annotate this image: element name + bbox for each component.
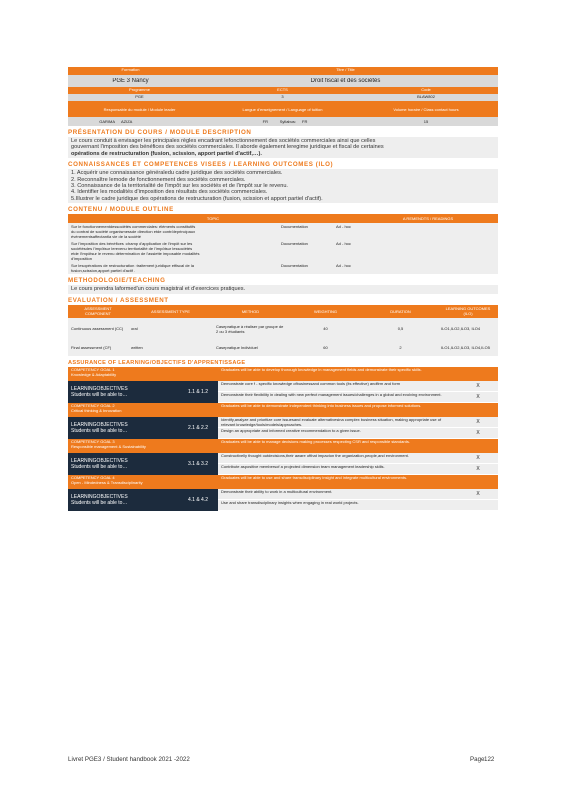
programme-value: PGE xyxy=(135,94,144,99)
eval-ilo: ILO1,ILO2,ILO3, ILO4,ILO5 xyxy=(441,345,490,351)
competency-goal-subtitle: Responsible management & Sustainability xyxy=(71,443,146,449)
learning-objective-text: Contribute aspositive membersof a projected dimension team management leadership skills. xyxy=(221,463,385,469)
learning-objective-text: Design an appropriate and informed creative recommendation to a given issue. xyxy=(221,427,361,433)
competency-goal-title: COMPETENCY GOAL 3 xyxy=(71,438,115,444)
competency-goal-subtitle: Knowledge & Adaptability xyxy=(71,371,117,377)
learning-objective-items xyxy=(218,417,498,439)
learning-objectives-row xyxy=(68,417,498,439)
contenu-adhoc: Ad - hoc xyxy=(336,263,351,269)
learning-objective-mark: X xyxy=(476,418,480,425)
learning-objectives-subtitle: Students will be able to… xyxy=(71,499,128,506)
competency-goal-title: COMPETENCY GOAL 4 xyxy=(71,474,115,480)
formation-value: PGE 3 Nancy xyxy=(112,77,149,84)
learning-objective-mark: X xyxy=(476,393,480,400)
learning-outcome-item: 4. Identifier les modalités d'imposition des résultats des sociétés commerciales. xyxy=(71,189,268,196)
learning-objectives-numbers: 2.1 & 2.2 xyxy=(178,417,218,439)
eval-weighting: 60 xyxy=(323,345,328,351)
eval-col-component: ASSESSMENT COMPONENT xyxy=(84,306,112,317)
learning-outcome-item: 2. Reconnaître lemode de fonctionnement des sociétés commerciales. xyxy=(71,176,246,183)
competency-goal-description: Graduates will be able to develop thorough knowledge in management fields and demonstrate their specific skills. xyxy=(221,366,422,372)
methodology-line: Le cours prendra laformed'un cours magistral et d'exercices pratiques. xyxy=(71,286,246,293)
learning-objective-item xyxy=(218,381,498,392)
volume-value: 15 xyxy=(423,119,429,124)
header-value-row xyxy=(68,75,498,87)
contenu-readings-header: A REMENDTS / READINGS xyxy=(402,216,454,222)
ects-label: ECTS xyxy=(277,87,288,92)
learning-objective-mark: X xyxy=(476,454,480,461)
learning-outcome-item: 1. Acquérir une connaissance généraledu cadre juridique des sociétés commerciales. xyxy=(71,170,283,177)
contenu-topic-line: événementsaffectantla vie de la société xyxy=(71,234,141,240)
eval-type: oral xyxy=(131,326,138,332)
header-label-row xyxy=(68,67,498,75)
title-label: Titre / Title xyxy=(336,67,355,72)
competency-goal-row xyxy=(68,439,498,453)
eval-col-method: METHOD xyxy=(241,308,260,314)
contenu-adhoc: Ad - hoc xyxy=(336,224,351,230)
competency-goal-subtitle: Open - Mindedness & Transdisciplinarity xyxy=(71,479,143,485)
learning-objectives-row xyxy=(68,453,498,475)
learning-objective-item xyxy=(218,489,498,500)
contenu-topic-line: Sur lesopérations de restructuration :traitement juridique etfiscal de la xyxy=(71,263,194,269)
contenu-row xyxy=(68,240,498,262)
competency-goal-subtitle: Critical thinking & Innovation xyxy=(71,407,122,413)
contenu-topic-header: TOPIC xyxy=(206,216,220,222)
eval-duration: 2 xyxy=(399,345,402,351)
contenu-rows xyxy=(68,223,498,274)
learning-outcome-item: 5.Illustrer le cadre juridique des opérations de restructuration (fusion, scission et apport partiel d'actif). xyxy=(71,195,323,202)
leader-value-1: GARIMA xyxy=(99,119,115,124)
competency-goal-description: Graduates will be able to manage decisions making processes respecting CSR and responsible standards. xyxy=(221,438,410,444)
langue-value: FR xyxy=(262,119,268,124)
contenu-row xyxy=(68,262,498,274)
contenu-topic-line: sociétésdes l'impôtsur lerevenu territorialité de l'impôtsur lessociétés xyxy=(71,246,193,252)
eval-component: Continuous assessment (CC) xyxy=(71,326,124,332)
footer-page-label: Page xyxy=(470,756,485,763)
learning-objective-text: Identify,analyze and prioritize core issuesand evaluate alternativesina complex business situation, making appropriate use of relevant knowledge/tools/models/approaches. xyxy=(221,416,442,427)
learning-outcomes-heading: CONNAISSANCES ET COMPETENCES VISEES / LEARNING OUTCOMES (ILO) xyxy=(68,161,334,169)
learning-objective-mark: X xyxy=(476,382,480,389)
contenu-doc: Documentation xyxy=(281,224,308,230)
learning-objectives-numbers: 4.1 & 4.2 xyxy=(178,489,218,511)
evaluation-row xyxy=(68,340,498,356)
contenu-topic-line: etde l'impôtsur le revenu détermination de l'assiette imposable modalités xyxy=(71,251,200,257)
eval-weighting: 40 xyxy=(323,326,328,332)
langue-label: Langue d'enseignement / Language of tuition xyxy=(242,106,323,112)
learning-objective-items xyxy=(218,489,498,511)
assurance-heading: ASSURANCE OF LEARNING/OBJECTIFS D'APPRENTISSAGE xyxy=(68,359,246,366)
learning-objective-mark: X xyxy=(476,490,480,497)
learning-objectives-numbers: 1.1 & 1.2 xyxy=(178,381,218,403)
learning-objectives-label xyxy=(68,417,178,439)
competency-goal-description: Graduates will be able to use and share transdisciplinary insight and integrate multicultural environments. xyxy=(221,474,408,480)
leader-label: Responsable du module / Module leader xyxy=(103,106,176,112)
eval-component: Final assessment (CF) xyxy=(71,345,112,351)
presentation-heading: PRÉSENTATION DU COURS / MODULE DESCRIPTION xyxy=(68,129,252,136)
ects-value: 3 xyxy=(281,94,284,99)
contenu-topic-line: d'imposition xyxy=(71,256,92,262)
learning-objectives-title: LEARNINGOBJECTIVES xyxy=(71,457,128,464)
contenu-heading: CONTENU / MODULE OUTLINE xyxy=(68,206,174,214)
methodology-text xyxy=(68,285,498,293)
syllabus-page xyxy=(68,67,498,511)
learning-objectives-subtitle: Students will be able to… xyxy=(71,463,128,470)
evaluation-heading: EVALUATION / ASSESSMENT xyxy=(68,296,169,304)
competency-goal-row xyxy=(68,367,498,381)
footer-left: Livret PGE3 / Student handbook 2021 -2022 xyxy=(68,756,190,763)
eval-type: written xyxy=(131,345,143,351)
presentation-line: Le cours conduit à envisager les principales règles encadrant lefonctionnement des sociétés commerciales ainsi que celles xyxy=(71,138,376,144)
learning-objectives-row xyxy=(68,489,498,511)
presentation-text xyxy=(68,137,498,158)
competency-goal-title: COMPETENCY GOAL 1 xyxy=(71,366,115,372)
code-value: BLAW802 xyxy=(417,94,435,99)
code-label: Code xyxy=(421,87,431,92)
eval-col-type: ASSESSMENT TYPE xyxy=(151,308,190,314)
learning-objective-item xyxy=(218,453,498,464)
learning-objective-items xyxy=(218,381,498,403)
eval-col-weighting: WEIGHTING xyxy=(313,308,338,314)
assurance-table xyxy=(68,367,498,511)
learning-objectives-label xyxy=(68,381,178,403)
formation-label: Formation xyxy=(121,67,140,72)
leader-value-row xyxy=(68,117,498,126)
competency-goal-title: COMPETENCY GOAL 2 xyxy=(71,402,115,408)
volume-label: Volume horaire / Class contact hours xyxy=(393,106,459,112)
learning-objective-text: Use and share transdisciplinary insights when engaging in real world projects. xyxy=(221,499,359,505)
competency-goal-row xyxy=(68,403,498,417)
contenu-row xyxy=(68,223,498,240)
learning-objective-mark: X xyxy=(476,429,480,436)
contenu-header-row xyxy=(68,214,498,223)
contenu-doc: Documentation xyxy=(281,263,308,269)
learning-objectives-title: LEARNINGOBJECTIVES xyxy=(71,493,128,500)
learning-objective-item xyxy=(218,428,498,439)
contenu-topic-line: du contrat de société organismessde direction etde contrôleprincipaux xyxy=(71,229,196,235)
learning-objectives-label xyxy=(68,489,178,511)
leader-label-row xyxy=(68,101,498,117)
programme-value-row xyxy=(68,94,498,101)
learning-objective-item xyxy=(218,464,498,475)
learning-objectives-label xyxy=(68,453,178,475)
learning-objective-item xyxy=(218,392,498,403)
eval-col-duration: DURATION xyxy=(390,308,411,314)
learning-objective-text: Demonstrate core f - specific knowledge ofbusinessand common tools (its effective) andfirm and form xyxy=(221,380,401,386)
programme-label: Programme xyxy=(129,87,150,92)
learning-objectives-row xyxy=(68,381,498,403)
eval-method: Casepratique Individuel xyxy=(216,345,258,351)
learning-objective-items xyxy=(218,453,498,475)
learning-outcomes-text xyxy=(68,169,498,203)
learning-objectives-title: LEARNINGOBJECTIVES xyxy=(71,385,128,392)
title-value: Droit fiscal et des sociétés xyxy=(310,77,381,84)
eval-col-ilo: LEARNING OUTCOMES (ILO) xyxy=(445,306,491,317)
eval-ilo: ILO1,ILO2,ILO3, ILO4 xyxy=(441,326,481,332)
contenu-topic-line: Sur l'imposition des bénéfices :champ d'application de l'impôt sur les xyxy=(71,241,193,247)
competency-goal-row xyxy=(68,475,498,489)
learning-objective-item xyxy=(218,500,498,511)
syllabus-label: Syllabus: xyxy=(279,119,296,124)
learning-objective-text: Constructivelly thought outdecisions,their aware ofthat impacton the organization,people,and environment. xyxy=(221,452,409,458)
learning-outcome-item: 3. Connaissance de la territorialité de l'impôt sur les sociétés et de l'impôt sur le revenu. xyxy=(71,183,288,190)
eval-duration: 0,5 xyxy=(397,326,404,332)
syllabus-value: FR xyxy=(302,119,308,124)
learning-objectives-subtitle: Students will be able to… xyxy=(71,427,128,434)
competency-goal-description: Graduates will be able to demonstrate independent thinking into business issues and propose informed solutions. xyxy=(221,402,422,408)
eval-method: Casepratique à réaliser par groupe de 2 ou 3 étudiants xyxy=(216,323,284,334)
learning-objectives-subtitle: Students will be able to… xyxy=(71,391,128,398)
contenu-topic-line: Sur le fonctionnementdessociétés commerciales: éléments constitutifs xyxy=(71,224,196,230)
learning-objectives-title: LEARNINGOBJECTIVES xyxy=(71,421,128,428)
contenu-doc: Documentation xyxy=(281,241,308,247)
methodology-heading: METHODOLOGIE/TEACHING xyxy=(68,277,166,285)
contenu-topic-line: fusion,scission,apport partiel d'actif . xyxy=(71,268,136,274)
learning-objective-mark xyxy=(458,500,498,510)
evaluation-rows xyxy=(68,318,498,356)
presentation-line: gouvernant l'imposition des bénéfices des sociétés commerciales. Il aborde également leregime juridique et fiscal de certaines xyxy=(71,144,384,151)
leader-value-2: AZIZA xyxy=(121,119,133,124)
evaluation-row xyxy=(68,318,498,340)
programme-label-row xyxy=(68,87,498,94)
contenu-adhoc: Ad - hoc xyxy=(336,241,351,247)
presentation-line: opérations de restructuration (fusion, scission, apport partiel d'actif,…). xyxy=(71,150,262,157)
learning-objective-mark: X xyxy=(476,465,480,472)
learning-objective-text: Demonstrate their ability to work in a multicultural environment. xyxy=(221,488,333,494)
learning-objective-item xyxy=(218,417,498,428)
evaluation-header-row xyxy=(68,305,498,318)
learning-objective-text: Demonstrate their flexibility in dealing with new perfect management issues/challenges in a global and evolving environment. xyxy=(221,391,442,397)
learning-objectives-numbers: 3.1 & 3.2 xyxy=(178,453,218,475)
footer-page-number: 122 xyxy=(484,756,495,763)
